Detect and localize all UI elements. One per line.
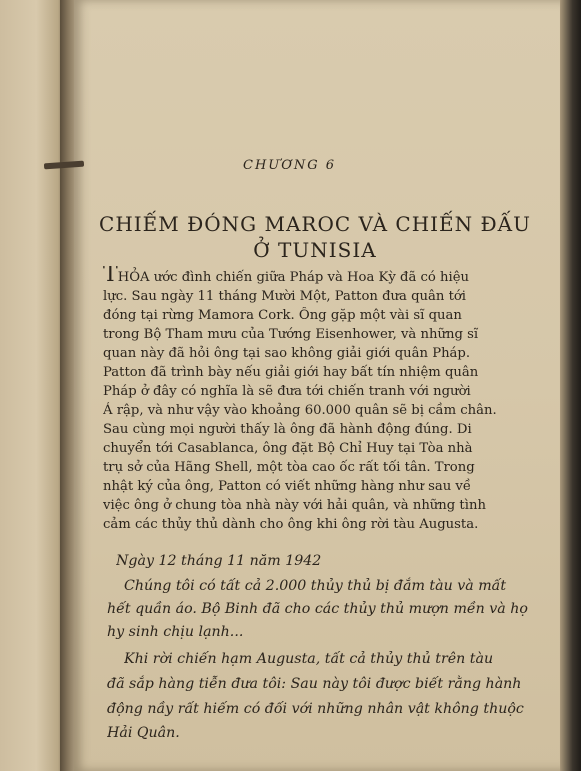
diary-line: động nầy rất hiếm có đối với những nhân vật không thuộc — [107, 701, 524, 717]
body-line: Ả rập, và như vậy vào khoảng 60.000 quân sẽ bị cầm chân. — [103, 403, 497, 418]
body-line: cảm các thủy thủ dành cho ông khi ông rời tàu Augusta. — [103, 517, 479, 532]
diary-line: đã sắp hàng tiễn đưa tôi: Sau này tôi được biết rằng hành — [107, 676, 522, 692]
diary-line: Chúng tôi có tất cả 2.000 thủy thủ bị đắm tàu và mất — [124, 578, 507, 594]
body-line: trụ sở của Hãng Shell, một tòa cao ốc rất tối tân. Trong — [103, 460, 475, 475]
drop-cap: T — [103, 266, 118, 286]
chapter-title-line-1: CHIẾM ĐÓNG MAROC VÀ CHIẾN ĐẤU — [99, 212, 531, 236]
body-line: quan này đã hỏi ông tại sao không giải giới quân Pháp. — [103, 346, 471, 361]
diary-line: hy sinh chịu lạnh... — [107, 624, 244, 640]
body-line: chuyển tới Casablanca, ông đặt Bộ Chỉ Huy tại Tòa nhà — [103, 441, 473, 456]
diary-line: hết quần áo. Bộ Binh đã cho các thủy thủ mượn mền và họ — [107, 601, 528, 617]
body-line-first — [103, 266, 531, 286]
body-line: nhật ký của ông, Patton có viết những hàng như sau về — [103, 479, 471, 494]
diary-date: Ngày 12 tháng 11 năm 1942 — [116, 553, 322, 569]
body-line: Pháp ở đây có nghĩa là sẽ đưa tới chiến tranh với người — [103, 384, 471, 399]
body-first-text: HỎA ước đình chiến giữa Pháp và Hoa Kỳ đã có hiệu — [117, 270, 470, 285]
diary-line: Khi rời chiến hạm Augusta, tất cả thủy thủ trên tàu — [124, 651, 494, 667]
body-line: Sau cùng mọi người thấy là ông đã hành động đúng. Di — [103, 422, 472, 437]
body-line: trong Bộ Tham mưu của Tướng Eisenhower, và những sĩ — [103, 327, 479, 342]
body-line: việc ông ở chung tòa nhà này với hải quân, và những tình — [103, 498, 486, 513]
chapter-title-line-2: Ở TUNISIA — [253, 238, 377, 262]
diary-line: Hải Quân. — [107, 725, 180, 741]
body-line: đóng tại rừng Mamora Cork. Ông gặp một vài sĩ quan — [103, 308, 462, 323]
chapter-label: CHƯƠNG 6 — [243, 158, 337, 173]
body-line: Patton đã trình bày nếu giải giới hay bất tín nhiệm quân — [103, 365, 479, 380]
body-line: lực. Sau ngày 11 tháng Mười Một, Patton đưa quân tới — [103, 289, 467, 304]
